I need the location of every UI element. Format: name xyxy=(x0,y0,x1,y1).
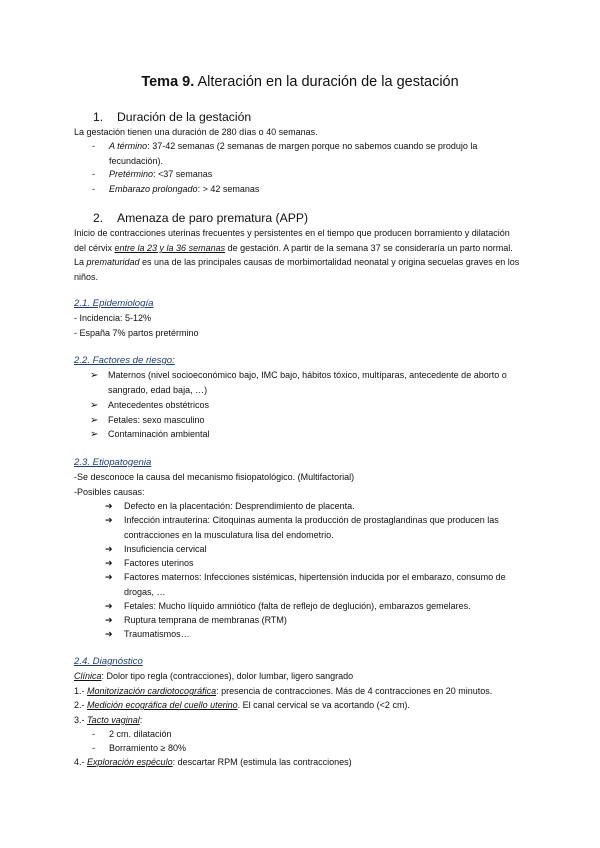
item-text: Fetales: sexo masculino xyxy=(108,415,205,425)
arrow-bullet-icon: ➢ xyxy=(90,370,99,381)
right-arrow-icon: ➔ xyxy=(105,544,113,554)
list-marker: - xyxy=(92,169,95,179)
right-arrow-icon: ➔ xyxy=(105,601,113,611)
item-text-cont: sangrado, edad baja, …) xyxy=(108,385,208,395)
item-text-cont: contracciones en la musculatura lisa del endometrio. xyxy=(124,530,334,540)
step-label: Medición ecográfica del cuello uterino xyxy=(87,700,238,710)
step-text: : presencia de contracciones. Más de 4 contracciones en 20 minutos. xyxy=(216,686,493,696)
section-1-intro: La gestación tienen una duración de 280 días o 40 semanas. xyxy=(74,127,318,137)
item-text: 2 cm. dilatación xyxy=(109,729,172,739)
item-text: : <37 semanas xyxy=(153,169,213,179)
step-label: Exploración espéculo xyxy=(87,757,173,767)
step-number: 2.- xyxy=(74,700,88,710)
section-2-4-title: 2.4. Diagnóstico xyxy=(74,656,143,667)
section-2-1-title: 2.1. Epidemiología xyxy=(74,298,154,309)
item-text: Ruptura temprana de membranas (RTM) xyxy=(124,615,287,625)
p1-line2b: de gestación. A partir de la semana 37 se consideraría un parto normal. xyxy=(225,243,513,253)
step-text: . El canal cervical se va acortando (<2 cm). xyxy=(237,700,410,710)
p1-underlined: entre la 23 y la 36 semanas xyxy=(114,243,226,253)
step-number: 3.- xyxy=(74,715,88,725)
item-text: Maternos (nivel socioeconómico bajo, IMC bajo, hábitos tóxico, multíparas, antecedente de aborto o xyxy=(108,370,507,380)
right-arrow-icon: ➔ xyxy=(105,572,113,582)
p2-italic: prematuridad xyxy=(86,257,140,267)
list-marker: - xyxy=(92,184,95,194)
item-text: Infección intrauterina: Citoquinas aumenta la producción de prostaglandinas que producen las xyxy=(124,515,499,525)
term: Embarazo prolongado xyxy=(109,184,198,194)
section-1-heading xyxy=(93,110,251,124)
item-text: Fetales: Mucho líquido amniótico (falta de reflejo de deglución), embarazos gemelares. xyxy=(124,601,471,611)
term: A término xyxy=(109,141,148,151)
step-label: Monitorización cardiotocográfica xyxy=(87,686,217,696)
diagnosis-step xyxy=(74,713,529,728)
arrow-bullet-icon: ➢ xyxy=(90,415,99,426)
arrow-bullet-icon: ➢ xyxy=(90,400,99,411)
section-2-number: 2. xyxy=(93,211,104,225)
section-1-number: 1. xyxy=(93,110,104,124)
section-2-3-title: 2.3. Etiopatogenia xyxy=(74,457,152,468)
step-text: : xyxy=(139,715,143,725)
right-arrow-icon: ➔ xyxy=(105,558,113,568)
step-number: 4.- xyxy=(74,757,88,767)
section-2-title: Amenaza de paro prematura (APP) xyxy=(117,211,309,225)
item-text: Factores maternos: Infecciones sistémicas, hipertensión inducida por el embarazo, consumo de xyxy=(124,572,506,582)
section-2-paragraph-2 xyxy=(74,255,529,285)
item-text: Defecto en la placentación: Desprendimiento de placenta. xyxy=(124,501,355,511)
section-2-3-heading xyxy=(74,457,151,468)
item-text: Insuficiencia cervical xyxy=(124,544,207,554)
section-1-title: Duración de la gestación xyxy=(117,110,252,124)
item-text-cont: fecundación). xyxy=(109,156,164,166)
step-text: : descartar RPM (estimula las contracciones) xyxy=(172,757,352,767)
clinica-text: : Dolor tipo regla (contracciones), dolor lumbar, ligero sangrado xyxy=(101,671,354,681)
title-bold: Tema 9. xyxy=(141,74,195,90)
page-title xyxy=(0,74,600,90)
list-marker: - xyxy=(92,743,95,753)
arrow-bullet-icon: ➢ xyxy=(90,429,99,440)
item-text: Factores uterinos xyxy=(124,558,194,568)
p2-c: niños. xyxy=(74,272,99,282)
clinica-label: Clínica xyxy=(74,671,102,681)
p2-b: es una de las principales causas de morbimortalidad neonatal y origina secuelas graves en los xyxy=(139,257,520,267)
item-text: Antecedentes obstétricos xyxy=(108,400,210,410)
step-number: 1.- xyxy=(74,686,88,696)
list-marker: - xyxy=(92,141,95,151)
diagnosis-step xyxy=(74,755,529,770)
item-text: Contaminación ambiental xyxy=(108,429,210,439)
step-label: Tacto vaginal xyxy=(87,715,140,725)
section-2-1-heading xyxy=(74,298,153,309)
right-arrow-icon: ➔ xyxy=(105,615,113,625)
item-text: Borramiento ≥ 80% xyxy=(109,743,186,753)
right-arrow-icon: ➔ xyxy=(105,501,113,511)
term: Pretérmino xyxy=(109,169,154,179)
diagnosis-step xyxy=(74,698,529,713)
p1-line2a: del cérvix xyxy=(74,243,115,253)
etiopathogenesis-line: -Se desconoce la causa del mecanismo fisiopatológico. (Multifactorial) xyxy=(74,472,355,482)
diagnosis-step xyxy=(74,684,529,699)
title-rest: Alteración en la duración de la gestación xyxy=(194,74,459,90)
item-text-cont: drogas, … xyxy=(124,587,166,597)
item-text: : > 42 semanas xyxy=(197,184,260,194)
section-2-paragraph-1 xyxy=(74,226,529,256)
item-text: Traumatismos… xyxy=(124,629,190,639)
section-2-2-title: 2.2. Factores de riesgo: xyxy=(74,355,175,366)
item-text: : 37-42 semanas (2 semanas de margen porque no sabemos cuando se produjo la xyxy=(147,141,478,151)
list-marker: - xyxy=(92,729,95,739)
etiopathogenesis-line: -Posibles causas: xyxy=(74,487,145,497)
clinica-line xyxy=(74,669,529,684)
section-2-2-heading xyxy=(74,355,175,366)
epidemiology-line: - Incidencia: 5-12% xyxy=(74,313,152,323)
section-2-heading xyxy=(93,211,308,225)
section-2-4-heading xyxy=(74,656,143,667)
p1-line1: Inicio de contracciones uterinas frecuentes y persistentes en el tiempo que producen borramiento y dilatación xyxy=(74,228,510,238)
epidemiology-line: - España 7% partos pretérmino xyxy=(74,328,199,338)
right-arrow-icon: ➔ xyxy=(105,629,113,639)
p2-a: La xyxy=(74,257,87,267)
right-arrow-icon: ➔ xyxy=(105,515,113,525)
